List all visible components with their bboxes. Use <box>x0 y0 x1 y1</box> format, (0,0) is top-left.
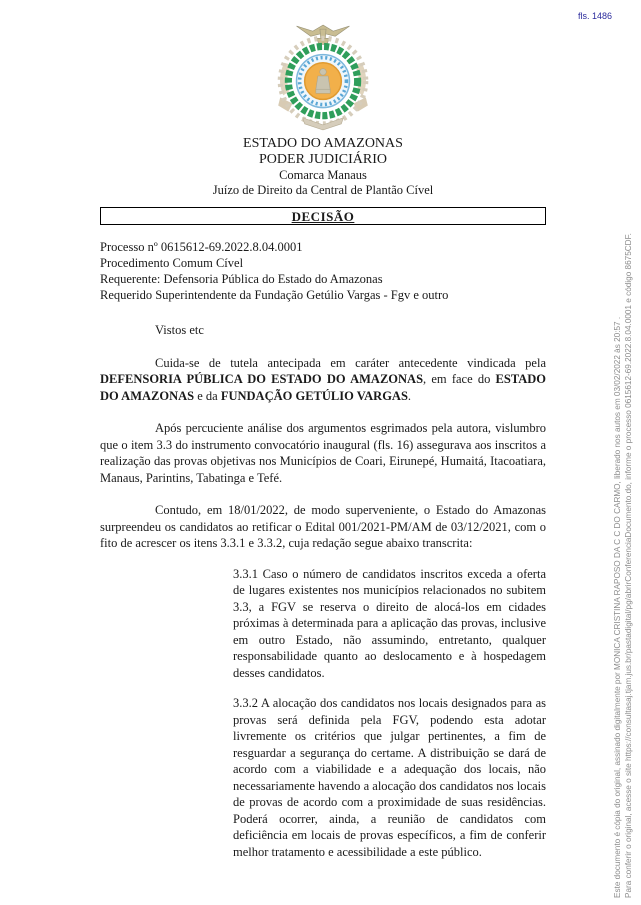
decision-title: DECISÃO <box>291 209 355 224</box>
vistos-line: Vistos etc <box>155 323 204 337</box>
paragraph-1-text: Cuida-se de tutela antecipada em caráter antecedente vindicada pela <box>155 355 546 370</box>
document-content <box>100 22 546 860</box>
emblem-container <box>100 22 546 134</box>
quoted-item-3-3-1: 3.3.1 Caso o número de candidatos inscritos exceda a oferta de lugares existentes nos municípios relacionados no subitem 3.3, a FGV se reserva o direito de alocá-los em cidades próximas à determinada para a aplicação das provas, inclusive em outro Estado, não assumindo, entretanto, qualquer responsabilidade quanto ao deslocamento e à hospedagem desses candidatos. <box>233 566 546 680</box>
digital-signature-margin-note <box>612 20 634 898</box>
header-branch: PODER JUDICIÁRIO <box>259 152 387 167</box>
paragraph-1-bold-fgv: FUNDAÇÃO GETÚLIO VARGAS <box>220 388 408 403</box>
paragraph-1 <box>100 355 546 405</box>
process-procedure: Procedimento Comum Cível <box>100 256 244 270</box>
process-claimant: Requerente: Defensoria Pública do Estado do Amazonas <box>100 272 383 286</box>
process-number: Processo nº 0615612-69.2022.8.04.0001 <box>100 240 303 254</box>
paragraph-1-text: . <box>407 388 412 403</box>
header-juizo: Juízo de Direito da Central de Plantão Cível <box>212 183 434 197</box>
decision-title-box <box>100 207 546 225</box>
paragraph-2: Após percuciente análise dos argumentos esgrimados pela autora, vislumbro que o item 3.3 do instrumento convocatório inaugural (fls. 16) assegurava aos inscritos a realização das provas objetivas nos Municípios de Coari, Eirunepé, Humaitá, Itacoatiara, Manaus, Parintins, Tabatinga e Tefé. <box>100 421 546 485</box>
paragraph-1-bold-defensoria: DEFENSORIA PÚBLICA DO ESTADO DO AMAZONAS <box>100 372 424 386</box>
court-header <box>100 136 546 198</box>
paragraph-1-text: , em face do <box>423 372 496 386</box>
amazonas-coat-of-arms-icon <box>272 119 374 136</box>
header-state: ESTADO DO AMAZONAS <box>243 136 403 151</box>
process-info-block <box>100 239 546 303</box>
folio-number: fls. 1486 <box>577 11 612 21</box>
margin-note-line-1: Este documento é cópia do original, assinado digitalmente por MONICA CRISTINA RAPOSO DA C C DO CARMO, liberado nos autos em 03/02/2022 às 20:57 . <box>613 316 622 898</box>
header-comarca: Comarca Manaus <box>279 168 367 182</box>
margin-note-line-2: Para conferir o original, acesse o site https://consultasaj.tjam.jus.br/pastadigital/pg/abrirConferenciaDocumento.do, informe o processo 0615612-69.2022.8.04.0001 e código 8675CDF. <box>624 233 633 898</box>
paragraph-3: Contudo, em 18/01/2022, de modo superveniente, o Estado do Amazonas surpreendeu os candidatos ao retificar o Edital 001/2021-PM/AM de 03/12/2021, com o fito de acrescer os itens 3.3.1 e 3.3.2, cuja redação segue abaixo transcrita: <box>100 503 546 550</box>
paragraph-1-text: e da <box>194 388 221 403</box>
process-respondent: Requerido Superintendente da Fundação Getúlio Vargas - Fgv e outro <box>100 288 449 302</box>
quoted-item-3-3-2: 3.3.2 A alocação dos candidatos nos locais designados para as provas será definida pela FGV, podendo esta adotar livremente os critérios que julgar pertinentes, a fim de resguardar a segurança do certame. A distribuição se dará de acordo com a viabilidade e a adequação dos locais, não necessariamente havendo a alocação dos candidatos nos locais de provas de acordo com a proximidade de suas residências. Poderá ocorrer, ainda, a reunião de candidatos com deficiência em locais de provas específicos, a fim de conferir melhor tratamento e acessibilidade a este público. <box>233 696 546 859</box>
paragraph-1-bold-estado: ESTADO DO AMAZONAS <box>100 372 547 403</box>
